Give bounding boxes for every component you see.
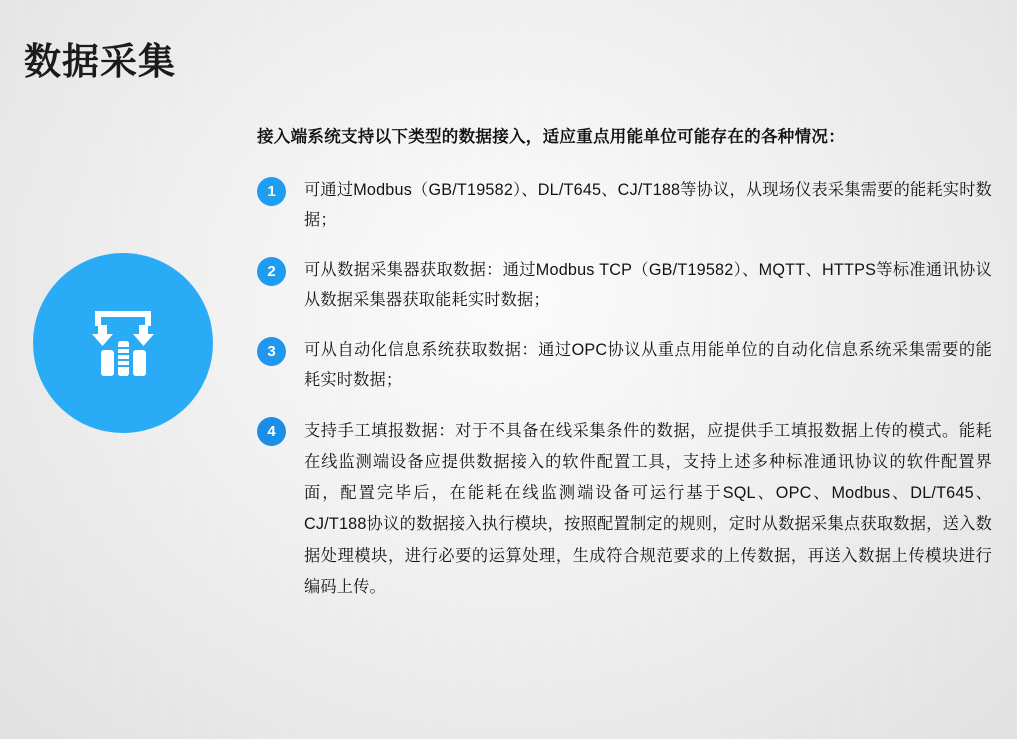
bullet-number-4: 4 (257, 417, 286, 446)
list-item (257, 176, 992, 236)
list-item-text-2: 可从数据采集器获取数据：通过Modbus TCP（GB/T19582）、MQTT、HTTPS等标准通讯协议从数据采集器获取能耗实时数据； (304, 260, 992, 309)
data-collection-icon (33, 253, 213, 433)
list-item-text-3: 可从自动化信息系统获取数据：通过OPC协议从重点用能单位的自动化信息系统采集需要的能耗实时数据； (304, 340, 992, 389)
list-item-text-4: 支持手工填报数据：对于不具备在线采集条件的数据，应提供手工填报数据上传的模式。能耗在线监测端设备应提供数据接入的软件配置工具，支持上述多种标准通讯协议的软件配置界面，配置完毕后，在能耗在线监测端设备可运行基于SQL、OPC、Modbus、DL/T645、CJ/T188协议的数据接入执行模块，按照配置制定的规则，定时从数据采集点获取数据，送入数据处理模块，进行必要的运算处理，生成符合规范要求的上传数据，再送入数据上传模块进行编码上传。 (304, 421, 992, 596)
bullet-number-2: 2 (257, 257, 286, 286)
lead-paragraph: 接入端系统支持以下类型的数据接入，适应重点用能单位可能存在的各种情况： (257, 128, 845, 146)
list-item (257, 336, 992, 396)
data-collection-glyph (75, 295, 171, 391)
list-item (257, 256, 992, 316)
bullet-number-3: 3 (257, 337, 286, 366)
page-title: 数据采集 (24, 40, 176, 82)
bullet-number-1: 1 (257, 177, 286, 206)
content-body (257, 125, 992, 603)
list-item (257, 416, 992, 604)
list-item-text-1: 可通过Modbus（GB/T19582）、DL/T645、CJ/T188等协议，从现场仪表采集需要的能耗实时数据； (304, 180, 992, 229)
